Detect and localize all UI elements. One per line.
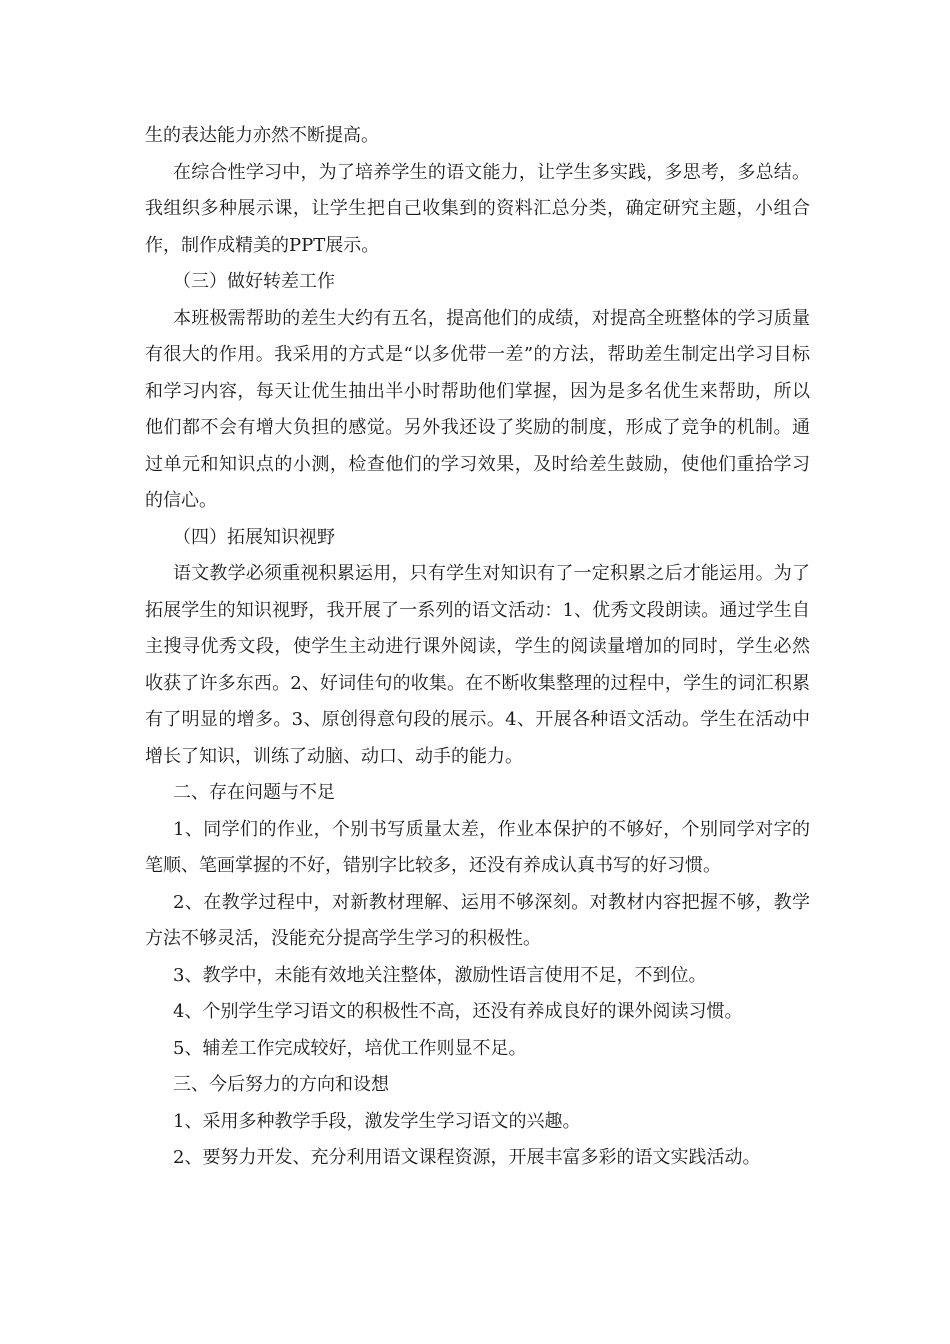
section-heading-3: （三）做好转差工作 — [173, 271, 335, 292]
problem-item-2: 2、在教学过程中，对新教材理解、运用不够深刻。对教材内容把握不够，教学方法不够灵活，没能充分提高学生学习的积极性。 — [145, 891, 810, 949]
problem-item-1: 1、同学们的作业，个别书写质量太差，作业本保护的不够好，个别同学对字的笔顺、笔画掌握的不好，错别字比较多，还没有养成认真书写的好习惯。 — [145, 818, 810, 876]
paragraph-continuation: 生的表达能力亦然不断提高。 — [145, 125, 379, 146]
problem-item-3: 3、教学中，未能有效地关注整体，激励性语言使用不足，不到位。 — [173, 964, 707, 986]
section-heading-problems: 二、存在问题与不足 — [173, 782, 335, 803]
paragraph-knowledge-expansion: 语文教学必须重视积累运用，只有学生对知识有了一定积累之后才能运用。为了拓展学生的知识视野，我开展了一系列的语文活动：1、优秀文段朗读。通过学生自主搜寻优秀文段，使学生主动进行课外阅读，学生的阅读量增加的同时，学生必然收获了许多东西。2、好词佳句的收集。在不断收集整理的过程中，学生的词汇积累有了明显的增多。3、原创得意句段的展示。4、开展各种语文活动。学生在活动中增长了知识，训练了动脑、动口、动手的能力。 — [145, 563, 810, 767]
plan-item-1: 1、采用多种教学手段，激发学生学习语文的兴趣。 — [173, 1110, 581, 1132]
problem-item-5: 5、辅差工作完成较好，培优工作则显不足。 — [173, 1037, 527, 1059]
document-body — [145, 118, 810, 1177]
section-heading-future: 三、今后努力的方向和设想 — [173, 1074, 389, 1095]
problem-item-4: 4、个别学生学习语文的积极性不高，还没有养成良好的课外阅读习惯。 — [173, 1001, 743, 1022]
section-heading-4: （四）拓展知识视野 — [173, 526, 335, 548]
plan-item-2: 2、要努力开发、充分利用语文课程资源，开展丰富多彩的语文实践活动。 — [173, 1147, 761, 1168]
paragraph-help-students: 本班极需帮助的差生大约有五名，提高他们的成绩，对提高全班整体的学习质量有很大的作用。我采用的方式是“以多优带一差”的方法，帮助差生制定出学习目标和学习内容，每天让优生抽出半小时帮助他们掌握，因为是多名优生来帮助，所以他们都不会有增大负担的感觉。另外我还设了奖励的制度，形成了竞争的机制。通过单元和知识点的小测，检查他们的学习效果，及时给差生鼓励，使他们重拾学习的信心。 — [145, 307, 810, 511]
paragraph-comprehensive-learning: 在综合性学习中，为了培养学生的语文能力，让学生多实践，多思考，多总结。我组织多种展示课，让学生把自己收集到的资料汇总分类，确定研究主题，小组合作，制作成精美的PPT展示。 — [145, 161, 810, 256]
